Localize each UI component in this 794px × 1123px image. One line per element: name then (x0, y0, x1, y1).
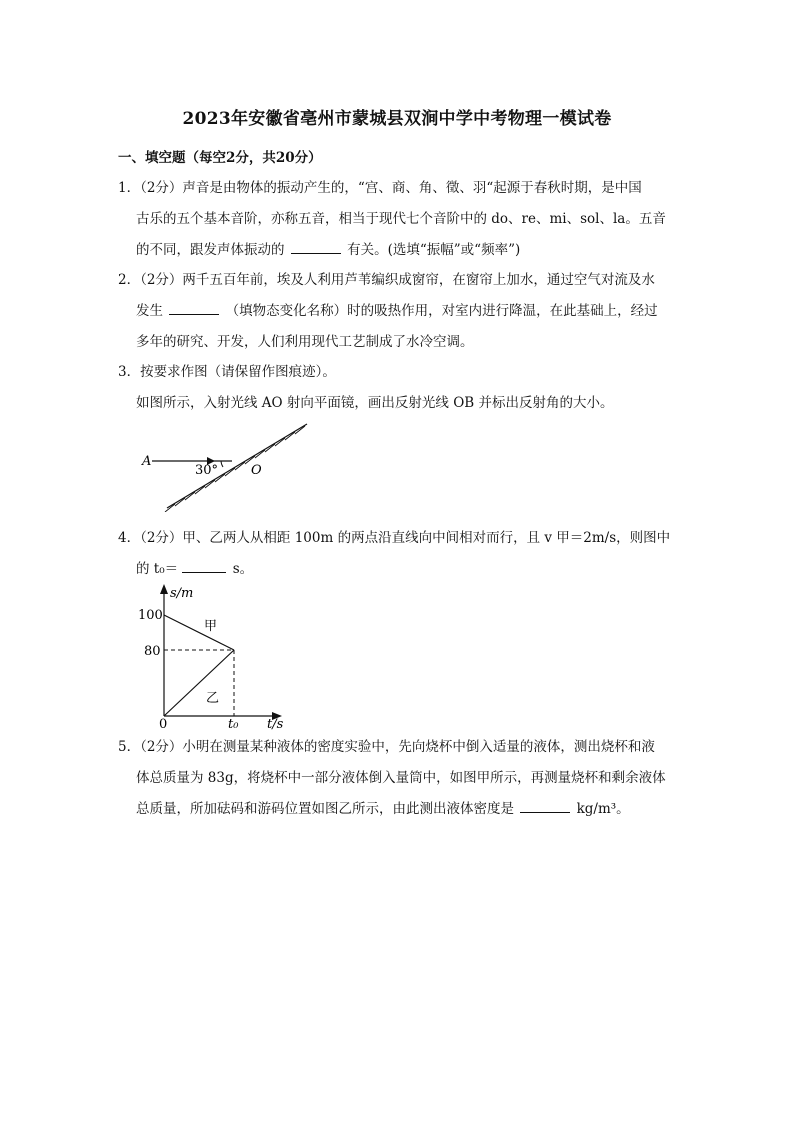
y-axis-arrow-icon (160, 584, 168, 594)
q1-line-3-end: 有关。(选填“振幅”或“频率”) (347, 242, 521, 258)
tick-80: 80 (144, 644, 161, 659)
x-axis-label: t/s (267, 717, 284, 730)
question-3 (118, 357, 678, 419)
section-heading: 一、填空题（每空2分，共20分） (118, 150, 322, 166)
t0-label: t₀ (228, 717, 239, 730)
label-a: A (142, 454, 152, 469)
mirror-hatching (165, 426, 305, 512)
series-yi-line (164, 650, 234, 716)
q2-line-1: 2．（2分）两千五百年前，埃及人利用芦苇编织成窗帘，在窗帘上加水，通过空气对流及水 (118, 272, 655, 288)
q4-answer-blank[interactable] (182, 558, 226, 573)
q2-line-2-start: 发生 (136, 303, 163, 319)
y-axis-label: s/m (170, 586, 194, 601)
question-4 (118, 523, 678, 585)
q5-answer-blank[interactable] (520, 798, 570, 813)
origin-label: 0 (159, 717, 168, 730)
q5-line-3-end: kg/m³。 (576, 801, 630, 817)
distance-time-graph (130, 582, 300, 730)
series-jia-label: 甲 (204, 619, 218, 634)
question-1 (118, 173, 678, 266)
q1-answer-blank[interactable] (291, 239, 341, 254)
q4-line-1: 4．（2分）甲、乙两人从相距 100m 的两点沿直线向中间相对而行，且 v 甲＝2m/s，则图中 (118, 530, 671, 546)
q4-line-2-start: 的 t₀＝ (136, 561, 179, 577)
exam-title: 2023年安徽省亳州市蒙城县双涧中学中考物理一模试卷 (182, 109, 612, 129)
q3-line-1: 3．按要求作图（请保留作图痕迹）。 (118, 364, 336, 380)
mirror-figure (135, 420, 315, 512)
series-yi-label: 乙 (206, 691, 220, 706)
q2-line-2 (118, 296, 678, 327)
plane-mirror (167, 424, 307, 508)
series-jia-line (164, 615, 234, 650)
q1-line-1: 1．（2分）声音是由物体的振动产生的，“宫、商、角、徵、羽“起源于春秋时期，是中国 (118, 180, 642, 196)
question-2 (118, 265, 678, 358)
q2-line-2-end: （填物态变化名称）时的吸热作用，对室内进行降温，在此基础上，经过 (225, 303, 658, 319)
q5-line-3-start: 总质量，所加砝码和游码位置如图乙所示，由此测出液体密度是 (136, 801, 514, 817)
q1-line-2: 古乐的五个基本音阶，亦称五音，相当于现代七个音阶中的 do、re、mi、sol、la。五音 (136, 211, 666, 227)
label-angle: 30° (195, 463, 219, 478)
q5-line-1: 5．（2分）小明在测量某种液体的密度实验中，先向烧杯中倒入适量的液体，测出烧杯和液 (118, 739, 655, 755)
q1-line-3 (118, 235, 678, 266)
question-5 (118, 732, 678, 825)
q2-answer-blank[interactable] (169, 300, 219, 315)
q3-line-2: 如图所示，入射光线 AO 射向平面镜，画出反射光线 OB 并标出反射角的大小。 (136, 395, 614, 411)
tick-100: 100 (138, 608, 163, 623)
q5-line-3 (118, 794, 678, 825)
q5-line-2: 体总质量为 83g，将烧杯中一部分液体倒入量筒中，如图甲所示，再测量烧杯和剩余液体 (136, 770, 666, 786)
q1-line-3-start: 的不同，跟发声体振动的 (136, 242, 285, 258)
label-o: O (251, 463, 262, 478)
angle-arc (221, 461, 223, 467)
q4-line-2 (118, 554, 678, 585)
q4-line-2-end: s。 (232, 561, 254, 577)
q2-line-3: 多年的研究、开发，人们利用现代工艺制成了水冷空调。 (136, 334, 474, 350)
